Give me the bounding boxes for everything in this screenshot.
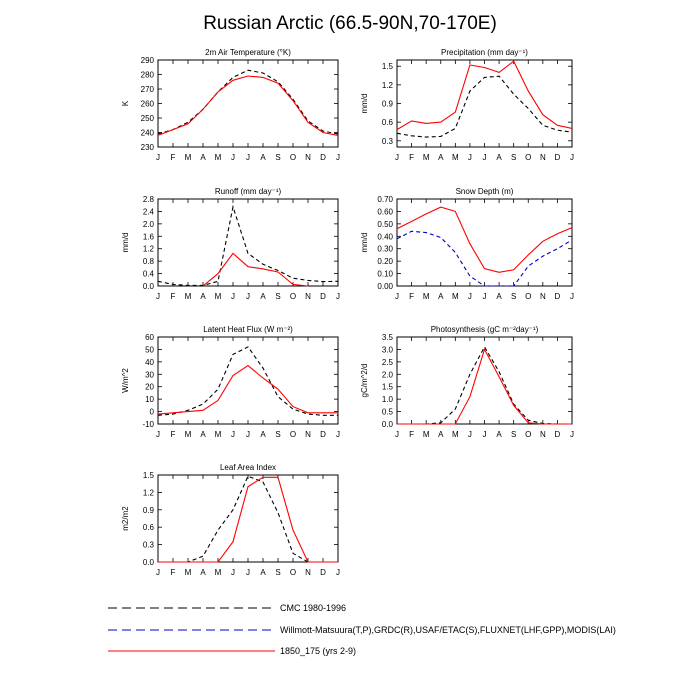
x-tick-label: A <box>200 568 206 577</box>
panel-title: Snow Depth (m) <box>455 187 514 196</box>
x-tick-label: F <box>170 292 176 301</box>
y-tick-label: 0.0 <box>142 282 154 291</box>
x-tick-label: J <box>156 153 160 162</box>
y-tick-label: 0.5 <box>381 407 393 417</box>
x-tick-label: J <box>395 430 399 439</box>
x-tick-label: J <box>231 292 235 301</box>
x-tick-label: M <box>214 568 222 577</box>
x-tick-label: J <box>231 568 235 577</box>
x-tick-label: N <box>305 568 311 577</box>
x-tick-label: N <box>539 153 546 162</box>
y-tick-label: 0.30 <box>377 244 393 254</box>
figure-title: Russian Arctic (66.5-90N,70-170E) <box>203 13 497 34</box>
x-tick-label: O <box>289 430 297 439</box>
x-tick-label: S <box>275 153 281 162</box>
x-tick-label: A <box>200 153 206 162</box>
y-tick-label: 1.2 <box>142 488 154 498</box>
y-tick-label: 0 <box>149 407 154 417</box>
x-tick-label: J <box>231 153 235 162</box>
y-tick-label: 10 <box>145 395 154 405</box>
y-axis-label: m2/m2 <box>121 506 130 531</box>
y-tick-label: 1.5 <box>381 382 393 392</box>
panel-title: 2m Air Temperature (°K) <box>205 48 291 57</box>
panel-7 <box>121 463 340 577</box>
x-tick-label: O <box>525 153 532 162</box>
y-tick-label: 2.4 <box>142 207 154 217</box>
x-tick-label: N <box>539 292 546 301</box>
y-axis-label: gC/m^2/d <box>360 363 369 398</box>
panel-2 <box>360 48 574 162</box>
x-tick-label: J <box>482 292 487 301</box>
x-tick-label: D <box>554 292 561 301</box>
panel-title: Photosynthesis (gC m⁻²day⁻¹) <box>430 325 539 334</box>
x-tick-label: J <box>570 153 574 162</box>
y-tick-label: 0.9 <box>381 99 393 109</box>
x-tick-label: O <box>289 153 297 162</box>
x-tick-label: J <box>395 153 399 162</box>
x-tick-label: A <box>438 153 444 162</box>
y-tick-label: 0.60 <box>377 207 393 217</box>
x-tick-label: A <box>260 430 266 439</box>
x-tick-label: D <box>554 153 561 162</box>
y-tick-label: 0.00 <box>377 282 393 291</box>
x-tick-label: M <box>422 292 430 301</box>
x-tick-label: A <box>496 153 502 162</box>
series-line-1 <box>397 347 572 424</box>
y-tick-label: 230 <box>140 143 154 152</box>
x-tick-label: J <box>246 153 250 162</box>
x-tick-label: A <box>438 292 444 301</box>
panel-title: Runoff (mm day⁻¹) <box>214 187 282 196</box>
y-tick-label: 280 <box>140 70 154 80</box>
x-tick-label: S <box>275 292 281 301</box>
x-tick-label: S <box>510 430 517 439</box>
panel-4 <box>360 187 574 301</box>
x-tick-label: M <box>184 153 192 162</box>
x-tick-label: M <box>422 430 430 439</box>
y-axis-label: mm/d <box>360 93 369 114</box>
legend-label-1: CMC 1980-1996 <box>280 603 347 613</box>
y-tick-label: 40 <box>145 357 154 367</box>
y-tick-label: 270 <box>140 85 154 94</box>
y-tick-label: 0.70 <box>377 195 393 204</box>
y-tick-label: 250 <box>140 114 154 123</box>
x-tick-label: F <box>170 430 176 439</box>
x-tick-label: J <box>156 292 160 301</box>
x-tick-label: J <box>467 292 472 301</box>
panel-3 <box>121 187 340 301</box>
x-tick-label: M <box>214 430 222 439</box>
y-axis-label: mm/d <box>121 232 130 253</box>
y-tick-label: 0.10 <box>377 269 393 279</box>
y-tick-label: 2.0 <box>142 219 154 229</box>
y-tick-label: 1.2 <box>381 80 393 90</box>
x-tick-label: O <box>289 568 297 577</box>
x-tick-label: F <box>409 153 415 162</box>
panel-1 <box>121 48 340 162</box>
x-tick-label: S <box>275 430 281 439</box>
x-tick-label: F <box>409 430 415 439</box>
series-line-2 <box>397 349 572 424</box>
y-tick-label: -10 <box>142 420 154 429</box>
x-tick-label: J <box>336 568 340 577</box>
panel-title: Latent Heat Flux (W m⁻²) <box>203 325 293 334</box>
y-tick-label: 1.5 <box>381 62 393 72</box>
plot-frame <box>158 199 338 286</box>
y-tick-label: 0.6 <box>142 523 154 533</box>
y-tick-label: 0.4 <box>142 269 154 279</box>
y-tick-label: 290 <box>140 56 154 65</box>
x-tick-label: J <box>482 430 487 439</box>
y-tick-label: 30 <box>145 370 154 380</box>
panel-5 <box>121 325 340 439</box>
x-tick-label: J <box>570 430 574 439</box>
x-tick-label: D <box>320 153 326 162</box>
x-tick-label: M <box>451 292 459 301</box>
x-tick-label: F <box>170 153 176 162</box>
x-tick-label: S <box>510 292 517 301</box>
x-tick-label: J <box>570 292 574 301</box>
series-line-2 <box>158 477 338 562</box>
x-tick-label: A <box>496 430 502 439</box>
panel-title: Precipitation (mm day⁻¹) <box>441 48 528 57</box>
series-line-1 <box>158 347 338 415</box>
y-tick-label: 1.2 <box>142 244 154 254</box>
x-tick-label: A <box>200 430 206 439</box>
plot-frame <box>158 337 338 424</box>
x-tick-label: A <box>438 430 444 439</box>
panel-6 <box>360 325 574 439</box>
series-line-1 <box>397 76 572 137</box>
x-tick-label: F <box>409 292 415 301</box>
y-tick-label: 0.3 <box>142 540 154 550</box>
x-tick-label: S <box>510 153 517 162</box>
x-tick-label: J <box>246 568 250 577</box>
series-line-2 <box>158 76 338 135</box>
series-line-1 <box>158 476 338 562</box>
y-tick-label: 0.20 <box>377 257 393 267</box>
y-tick-label: 2.0 <box>381 370 393 380</box>
y-tick-label: 0.40 <box>377 232 393 242</box>
y-tick-label: 0.50 <box>377 219 393 229</box>
panel-title: Leaf Area Index <box>219 463 277 472</box>
x-tick-label: N <box>539 430 546 439</box>
y-tick-label: 1.0 <box>381 395 393 405</box>
y-tick-label: 60 <box>145 333 154 342</box>
x-tick-label: A <box>200 292 206 301</box>
x-tick-label: N <box>305 292 311 301</box>
y-tick-label: 0.3 <box>381 136 393 146</box>
x-tick-label: D <box>320 568 326 577</box>
plot-frame <box>397 60 572 147</box>
x-tick-label: M <box>184 430 192 439</box>
x-tick-label: J <box>467 153 472 162</box>
x-tick-label: A <box>496 292 502 301</box>
x-tick-label: O <box>525 430 532 439</box>
x-tick-label: M <box>422 153 430 162</box>
x-tick-label: M <box>184 568 192 577</box>
x-tick-label: M <box>214 153 222 162</box>
x-tick-label: A <box>260 568 266 577</box>
y-axis-label: mm/d <box>360 232 369 253</box>
x-tick-label: J <box>336 292 340 301</box>
y-tick-label: 0.9 <box>142 505 154 515</box>
plot-frame <box>397 199 572 286</box>
series-line-2 <box>203 253 308 286</box>
x-tick-label: O <box>289 292 297 301</box>
x-tick-label: J <box>467 430 472 439</box>
y-tick-label: 240 <box>140 128 154 138</box>
y-tick-label: 3.5 <box>381 333 393 342</box>
plot-frame <box>158 60 338 147</box>
x-tick-label: A <box>260 292 266 301</box>
y-tick-label: 20 <box>145 382 154 392</box>
y-tick-label: 1.6 <box>142 232 154 242</box>
x-tick-label: M <box>451 153 459 162</box>
series-line-2 <box>158 366 338 415</box>
x-tick-label: D <box>320 430 326 439</box>
x-tick-label: S <box>275 568 281 577</box>
series-line-2 <box>397 61 572 129</box>
x-tick-label: M <box>451 430 459 439</box>
x-tick-label: D <box>554 430 561 439</box>
y-tick-label: 260 <box>140 99 154 109</box>
y-tick-label: 0.0 <box>381 420 393 429</box>
x-tick-label: M <box>184 292 192 301</box>
x-tick-label: N <box>305 430 311 439</box>
y-tick-label: 1.5 <box>142 471 154 480</box>
x-tick-label: D <box>320 292 326 301</box>
y-axis-label: K <box>121 100 130 107</box>
x-tick-label: N <box>305 153 311 162</box>
y-tick-label: 0.8 <box>142 257 154 267</box>
y-tick-label: 2.5 <box>381 357 393 367</box>
y-tick-label: 0.6 <box>381 118 393 128</box>
x-tick-label: J <box>246 430 250 439</box>
series-line-2 <box>397 207 572 272</box>
y-axis-label: W/m^2 <box>121 368 130 393</box>
x-tick-label: A <box>260 153 266 162</box>
x-tick-label: J <box>395 292 399 301</box>
y-tick-label: 0.0 <box>142 558 154 567</box>
series-line-1 <box>158 207 338 286</box>
x-tick-label: J <box>231 430 235 439</box>
x-tick-label: J <box>246 292 250 301</box>
x-tick-label: M <box>214 292 222 301</box>
x-tick-label: F <box>170 568 176 577</box>
x-tick-label: O <box>525 292 532 301</box>
x-tick-label: J <box>156 430 160 439</box>
legend-label-3: 1850_175 (yrs 2-9) <box>280 646 357 656</box>
y-tick-label: 50 <box>145 345 154 355</box>
x-tick-label: J <box>336 153 340 162</box>
x-tick-label: J <box>156 568 160 577</box>
x-tick-label: J <box>482 153 487 162</box>
x-tick-label: J <box>336 430 340 439</box>
legend-label-2: Willmott-Matsuura(T,P),GRDC(R),USAF/ETAC(S),FLUXNET(LHF,GPP),MODIS(LAI) <box>280 625 616 635</box>
y-tick-label: 2.8 <box>142 195 154 204</box>
y-tick-label: 3.0 <box>381 345 393 355</box>
